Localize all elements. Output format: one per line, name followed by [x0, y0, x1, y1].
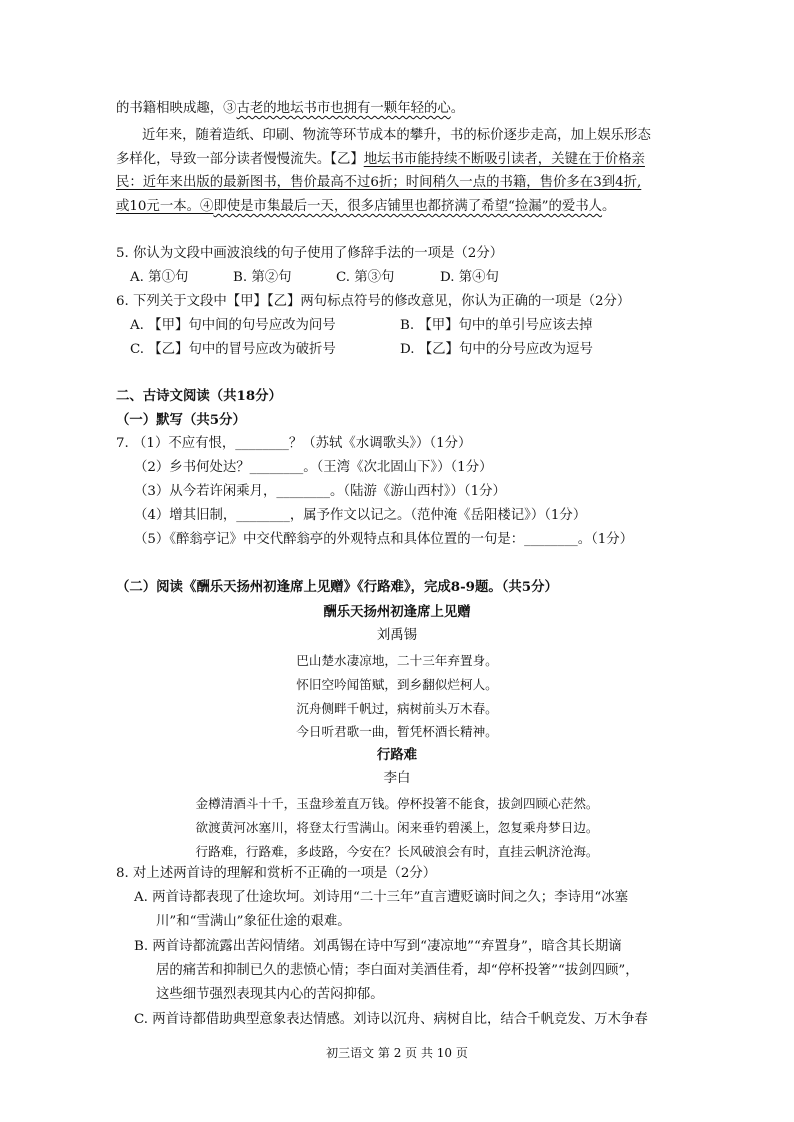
- q6-option-c[interactable]: C. 【乙】句中的冒号应改为破折号: [130, 342, 336, 357]
- poem-1-line: 怀旧空吟闻笛赋，到乡翻似烂柯人。: [296, 677, 498, 692]
- page-footer: 初三语文 第 2 页 共 10 页: [326, 1046, 468, 1060]
- poem-1-title: 酬乐天扬州初逢席上见赠: [323, 604, 471, 620]
- q8-option-c[interactable]: C. 两首诗都借助典型意象表达情感。刘诗以沉舟、病树自比，结合千帆竞发、万木争春: [134, 1012, 648, 1027]
- q8-option-b-cont: 这些细节强烈表现其内心的苦闷抑郁。: [156, 987, 384, 1002]
- q7-item-5: （5）《醉翁亭记》中交代醉翁亭的外观特点和具体位置的一句是：________。（1分）: [134, 532, 634, 547]
- poem-2-title: 行路难: [376, 747, 418, 763]
- poem-1-line: 沉舟侧畔千帆过，病树前头万木春。: [296, 701, 498, 716]
- poem-1-line: 巴山楚水凄凉地，二十三年弃置身。: [296, 653, 498, 668]
- wavy-sentence-3: 古老的地坛书市也拥有一颗年轻的心: [236, 101, 451, 116]
- wavy-sentence-4: 即使是市集最后一天，很多店铺里也都挤满了希望“捡漏”的爱书人: [213, 199, 603, 214]
- q8-option-b-cont: 居的痛苦和抑制已久的悲愤心情；李白面对美酒佳肴，却“停杯投箸”“拔剑四顾”，: [156, 963, 639, 978]
- poem-1-author: 刘禹锡: [376, 628, 418, 643]
- q8-option-b[interactable]: B. 两首诗都流露出苦闷情绪。刘禹锡在诗中写到“凄凉地”“弃置身”，暗含其长期谪: [134, 939, 622, 954]
- poem-2-author: 李白: [383, 771, 411, 786]
- poem-2-line: 欲渡黄河冰塞川，将登太行雪满山。闲来垂钓碧溪上，忽复乘舟梦日边。: [195, 820, 599, 835]
- q5-option-c[interactable]: C. 第③句: [336, 270, 395, 285]
- q8-option-a[interactable]: A. 两首诗都表现了仕途坎坷。刘诗用“二十三年”直言遭贬谪时间之久；李诗用“冰塞: [134, 890, 628, 905]
- q6-option-d[interactable]: D. 【乙】句中的分号应改为逗号: [400, 342, 593, 357]
- q6-option-b[interactable]: B. 【甲】句中的单引号应该去掉: [400, 318, 593, 333]
- q7-item-2: （2）乡书何处达？________。（王湾《次北固山下》）（1分）: [134, 460, 493, 475]
- passage-text: 的书籍相映成趣，③: [116, 101, 237, 116]
- passage-line-4: 民：近年来出版的最新图书，售价最高不过6折；时间稍久一点的书籍，售价多在3到4折,: [116, 175, 642, 190]
- q5-option-b[interactable]: B. 第②句: [233, 270, 292, 285]
- underlined-sentence-yi: 地坛书市能持续不断吸引读者，关键在于价格亲: [363, 152, 645, 167]
- q8-stem: 8. 对上述两首诗的理解和赏析不正确的一项是（2分）: [116, 866, 437, 881]
- passage-line-2: 近年来，随着造纸、印刷、物流等环节成本的攀升，书的标价逐步走高，加上娱乐形态: [142, 128, 651, 143]
- q8-option-a-cont: 川”和“雪满山”象征仕途的艰难。: [156, 914, 351, 929]
- poem-1-line: 今日听君歌一曲，暂凭杯酒长精神。: [296, 724, 498, 739]
- passage-text: 。: [602, 199, 616, 214]
- q6-option-a[interactable]: A. 【甲】句中间的句号应改为问号: [130, 318, 336, 333]
- poem-2-line: 行路难，行路难，多歧路，今安在？长风破浪会有时，直挂云帆济沧海。: [195, 844, 599, 859]
- passage-text: 多样化，导致一部分读者慢慢流失。【乙】: [116, 152, 364, 167]
- subsection-2-title: （二）阅读《酬乐天扬州初逢席上见赠》《行路难》，完成8-9题。（共5分）: [116, 579, 558, 595]
- q5-stem: 5. 你认为文段中画波浪线的句子使用了修辞手法的一项是（2分）: [116, 246, 504, 261]
- poem-2-line: 金樽清酒斗十千，玉盘珍羞直万钱。停杯投箸不能食，拔剑四顾心茫然。: [195, 796, 599, 811]
- passage-text: 。: [450, 101, 465, 116]
- q6-stem: 6. 下列关于文段中【甲】【乙】两句标点符号的修改意见，你认为正确的一项是（2分）: [116, 294, 631, 309]
- underlined-text: 或10元一本。④: [116, 199, 214, 214]
- subsection-1-title: （一）默写（共5分）: [116, 412, 246, 428]
- section-2-title: 二、古诗文阅读（共18分）: [116, 388, 282, 404]
- q5-option-d[interactable]: D. 第④句: [440, 270, 499, 285]
- q7-item-1: 7. （1）不应有恨，________？（苏轼《水调歌头》）（1分）: [116, 436, 472, 451]
- q7-item-3: （3）从今若许闲乘月，________。（陆游《游山西村》）（1分）: [134, 484, 506, 499]
- passage-line-5: [116, 197, 615, 217]
- passage-line-1: [116, 99, 464, 119]
- passage-line-3: [116, 150, 645, 170]
- q7-item-4: （4）增其旧制，________，属予作文以记之。（范仲淹《岳阳楼记》）（1分）: [134, 508, 587, 523]
- q5-option-a[interactable]: A. 第①句: [130, 270, 189, 285]
